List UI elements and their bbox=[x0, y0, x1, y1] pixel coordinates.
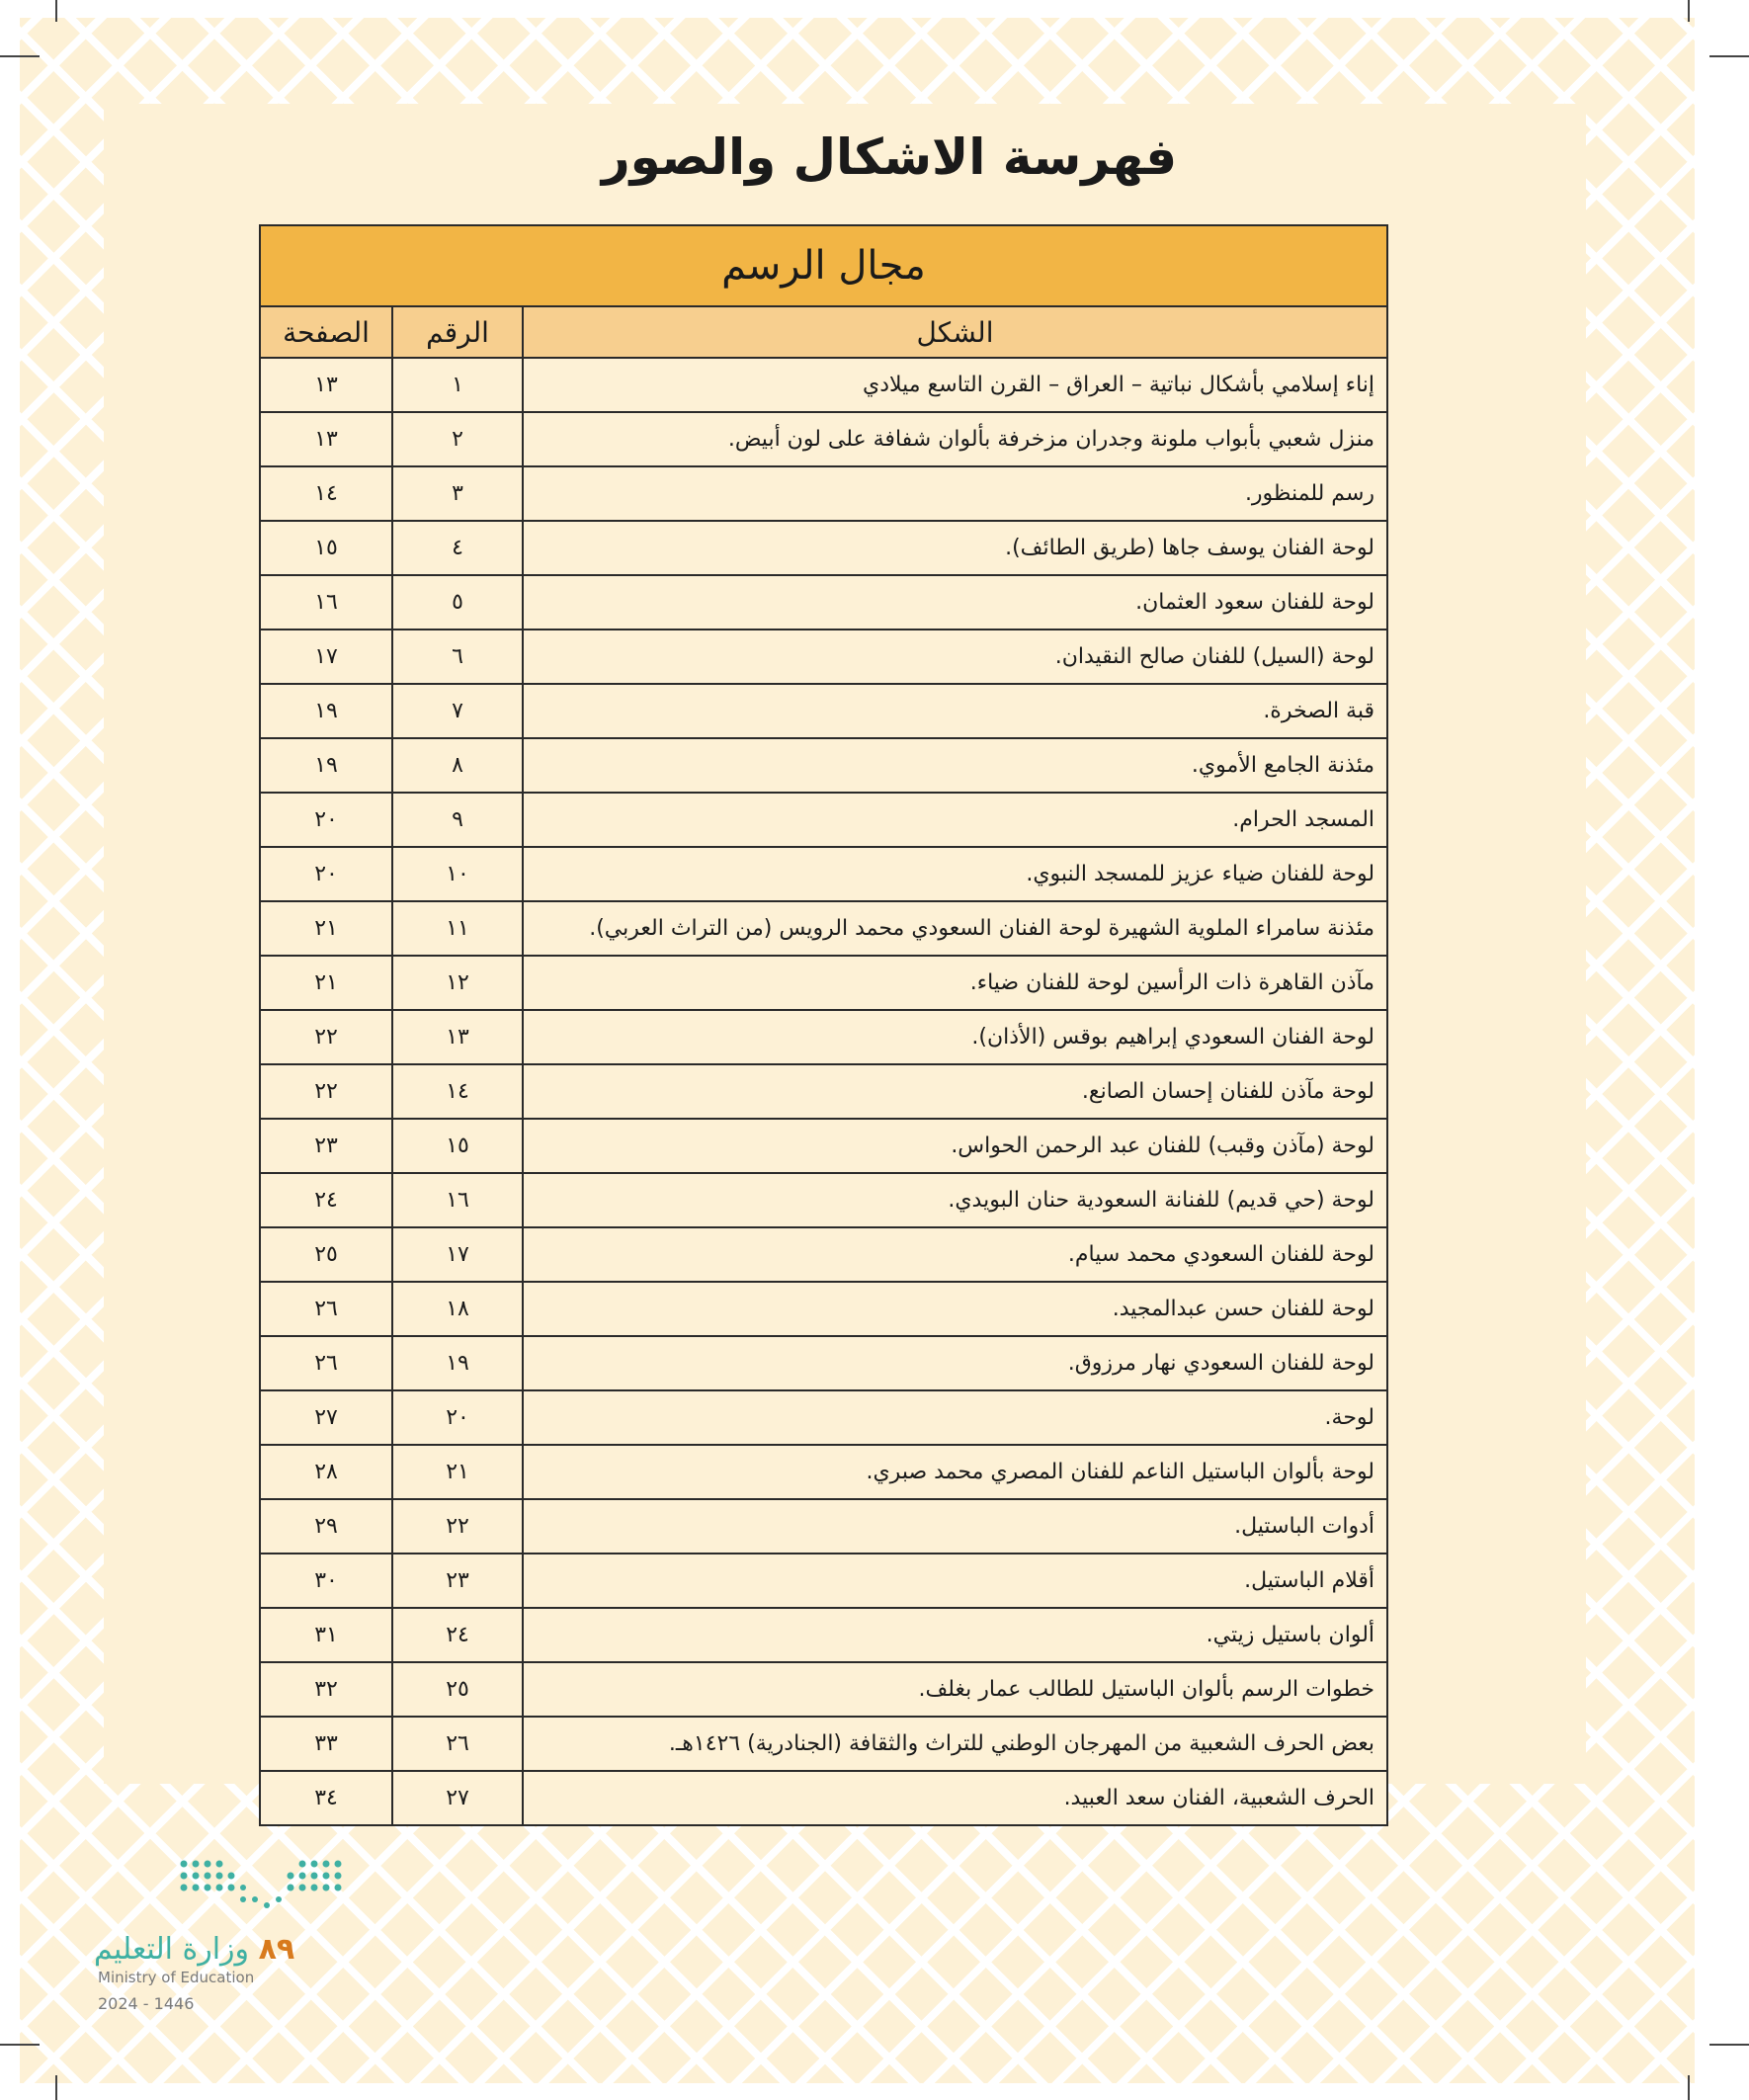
table-row bbox=[260, 1282, 1387, 1336]
page-cell: ٢٢ bbox=[260, 1010, 392, 1064]
number-cell: ١٤ bbox=[392, 1064, 523, 1119]
table-row bbox=[260, 1608, 1387, 1662]
page-cell: ١٧ bbox=[260, 630, 392, 684]
number-cell: ٤ bbox=[392, 521, 523, 575]
page-cell: ٢٠ bbox=[260, 847, 392, 901]
crop-mark bbox=[1688, 0, 1690, 22]
logo-english-text: Ministry of Education bbox=[98, 1969, 255, 1986]
figure-cell: مئذنة سامراء الملوية الشهيرة لوحة الفنان السعودي محمد الرويس (من التراث العربي). bbox=[523, 901, 1387, 956]
crop-mark bbox=[55, 2075, 57, 2100]
figure-cell: أقلام الباستيل. bbox=[523, 1554, 1387, 1608]
number-cell: ٢٤ bbox=[392, 1608, 523, 1662]
page-cell: ١٣ bbox=[260, 358, 392, 412]
table-row bbox=[260, 1227, 1387, 1282]
number-cell: ٢١ bbox=[392, 1445, 523, 1499]
number-cell: ١٧ bbox=[392, 1227, 523, 1282]
table-row bbox=[260, 901, 1387, 956]
table-row bbox=[260, 847, 1387, 901]
number-cell: ٢ bbox=[392, 412, 523, 466]
table-row bbox=[260, 1445, 1387, 1499]
logo-arabic-row bbox=[94, 1932, 390, 1967]
table-row bbox=[260, 1554, 1387, 1608]
column-header-number: الرقم bbox=[392, 306, 523, 358]
table-row bbox=[260, 1662, 1387, 1717]
page-cell: ٢٣ bbox=[260, 1119, 392, 1173]
ministry-logo bbox=[94, 1858, 390, 2026]
page-cell: ٢٦ bbox=[260, 1282, 392, 1336]
crop-mark bbox=[0, 2044, 40, 2046]
page-cell: ٣٢ bbox=[260, 1662, 392, 1717]
number-cell: ١١ bbox=[392, 901, 523, 956]
figure-cell: ألوان باستيل زيتي. bbox=[523, 1608, 1387, 1662]
figure-cell: لوحة (مآذن وقبب) للفنان عبد الرحمن الحواس. bbox=[523, 1119, 1387, 1173]
number-cell: ٢٣ bbox=[392, 1554, 523, 1608]
section-header-row bbox=[260, 225, 1387, 306]
table-row bbox=[260, 1771, 1387, 1825]
page-cell: ٣٠ bbox=[260, 1554, 392, 1608]
table-row bbox=[260, 684, 1387, 738]
number-cell: ٢٥ bbox=[392, 1662, 523, 1717]
number-cell: ٢٦ bbox=[392, 1717, 523, 1771]
figure-cell: إناء إسلامي بأشكال نباتية – العراق – القرن التاسع ميلادي bbox=[523, 358, 1387, 412]
crop-mark bbox=[55, 0, 57, 22]
figure-cell: لوحة بألوان الباستيل الناعم للفنان المصري محمد صبري. bbox=[523, 1445, 1387, 1499]
table-row bbox=[260, 1717, 1387, 1771]
table-row bbox=[260, 412, 1387, 466]
number-cell: ٣ bbox=[392, 466, 523, 521]
section-title: مجال الرسم bbox=[260, 225, 1387, 306]
table-row bbox=[260, 1390, 1387, 1445]
figure-cell: لوحة (حي قديم) للفنانة السعودية حنان البويدي. bbox=[523, 1173, 1387, 1227]
number-cell: ٩ bbox=[392, 793, 523, 847]
figure-cell: بعض الحرف الشعبية من المهرجان الوطني للتراث والثقافة (الجنادرية) ١٤٢٦هـ. bbox=[523, 1717, 1387, 1771]
page-cell: ١٩ bbox=[260, 684, 392, 738]
page-cell: ٢٩ bbox=[260, 1499, 392, 1554]
page-cell: ٢٧ bbox=[260, 1390, 392, 1445]
page-cell: ٣٤ bbox=[260, 1771, 392, 1825]
number-cell: ١٦ bbox=[392, 1173, 523, 1227]
figure-cell: أدوات الباستيل. bbox=[523, 1499, 1387, 1554]
number-cell: ٢٠ bbox=[392, 1390, 523, 1445]
table-row bbox=[260, 1010, 1387, 1064]
page-cell: ٢٨ bbox=[260, 1445, 392, 1499]
figure-cell: لوحة للفنان ضياء عزيز للمسجد النبوي. bbox=[523, 847, 1387, 901]
page-cell: ٣٣ bbox=[260, 1717, 392, 1771]
figure-cell: مئذنة الجامع الأموي. bbox=[523, 738, 1387, 793]
figure-cell: لوحة للفنان السعودي نهار مرزوق. bbox=[523, 1336, 1387, 1390]
figure-cell: لوحة مآذن للفنان إحسان الصانع. bbox=[523, 1064, 1387, 1119]
page-cell: ٢٥ bbox=[260, 1227, 392, 1282]
figure-cell: لوحة للفنان سعود العثمان. bbox=[523, 575, 1387, 630]
table-row bbox=[260, 1336, 1387, 1390]
figure-cell: خطوات الرسم بألوان الباستيل للطالب عمار بغلف. bbox=[523, 1662, 1387, 1717]
page-cell: ٢١ bbox=[260, 956, 392, 1010]
number-cell: ٢٢ bbox=[392, 1499, 523, 1554]
table-row bbox=[260, 793, 1387, 847]
figures-index-table bbox=[259, 224, 1388, 1826]
table-row bbox=[260, 466, 1387, 521]
figure-cell: لوحة (السيل) للفنان صالح النقيدان. bbox=[523, 630, 1387, 684]
table-row bbox=[260, 1119, 1387, 1173]
figure-cell: لوحة الفنان يوسف جاها (طريق الطائف). bbox=[523, 521, 1387, 575]
page-cell: ١٥ bbox=[260, 521, 392, 575]
column-header-row bbox=[260, 306, 1387, 358]
number-cell: ١ bbox=[392, 358, 523, 412]
figure-cell: منزل شعبي بأبواب ملونة وجدران مزخرفة بألوان شفافة على لون أبيض. bbox=[523, 412, 1387, 466]
table-body bbox=[260, 358, 1387, 1825]
figure-cell: المسجد الحرام. bbox=[523, 793, 1387, 847]
crop-mark bbox=[1709, 55, 1749, 57]
figure-cell: رسم للمنظور. bbox=[523, 466, 1387, 521]
page-cell: ٣١ bbox=[260, 1608, 392, 1662]
number-cell: ١٣ bbox=[392, 1010, 523, 1064]
figure-cell: قبة الصخرة. bbox=[523, 684, 1387, 738]
column-header-page: الصفحة bbox=[260, 306, 392, 358]
figure-cell: لوحة. bbox=[523, 1390, 1387, 1445]
number-cell: ٥ bbox=[392, 575, 523, 630]
number-cell: ٨ bbox=[392, 738, 523, 793]
page-title: فهرسة الاشكال والصور bbox=[601, 128, 1178, 186]
page-number: ٨٩ bbox=[258, 1932, 295, 1967]
table-row bbox=[260, 630, 1387, 684]
crop-mark bbox=[1688, 2075, 1690, 2100]
number-cell: ٧ bbox=[392, 684, 523, 738]
page-cell: ١٣ bbox=[260, 412, 392, 466]
column-header-figure: الشكل bbox=[523, 306, 1387, 358]
number-cell: ١٨ bbox=[392, 1282, 523, 1336]
page-cell: ٢٠ bbox=[260, 793, 392, 847]
crop-mark bbox=[1709, 2044, 1749, 2046]
table-row bbox=[260, 358, 1387, 412]
number-cell: ١٠ bbox=[392, 847, 523, 901]
number-cell: ٦ bbox=[392, 630, 523, 684]
logo-year: 2024 - 1446 bbox=[98, 1994, 195, 2013]
figure-cell: لوحة الفنان السعودي إبراهيم بوقس (الأذان). bbox=[523, 1010, 1387, 1064]
page-cell: ١٦ bbox=[260, 575, 392, 630]
crop-mark bbox=[0, 55, 40, 57]
figure-cell: الحرف الشعبية، الفنان سعد العبيد. bbox=[523, 1771, 1387, 1825]
table-row bbox=[260, 738, 1387, 793]
logo-arabic-text: وزارة التعليم bbox=[94, 1932, 250, 1967]
number-cell: ٢٧ bbox=[392, 1771, 523, 1825]
table-row bbox=[260, 521, 1387, 575]
page-cell: ٢٢ bbox=[260, 1064, 392, 1119]
number-cell: ١٢ bbox=[392, 956, 523, 1010]
table-row bbox=[260, 575, 1387, 630]
page-cell: ٢٦ bbox=[260, 1336, 392, 1390]
page-cell: ٢١ bbox=[260, 901, 392, 956]
figure-cell: مآذن القاهرة ذات الرأسين لوحة للفنان ضياء. bbox=[523, 956, 1387, 1010]
page-cell: ٢٤ bbox=[260, 1173, 392, 1227]
table-row bbox=[260, 1064, 1387, 1119]
figure-cell: لوحة للفنان السعودي محمد سيام. bbox=[523, 1227, 1387, 1282]
number-cell: ١٩ bbox=[392, 1336, 523, 1390]
number-cell: ١٥ bbox=[392, 1119, 523, 1173]
logo-dots-icon bbox=[178, 1858, 351, 1917]
figure-cell: لوحة للفنان حسن عبدالمجيد. bbox=[523, 1282, 1387, 1336]
table-row bbox=[260, 1499, 1387, 1554]
page-cell: ١٤ bbox=[260, 466, 392, 521]
table-row bbox=[260, 1173, 1387, 1227]
page-cell: ١٩ bbox=[260, 738, 392, 793]
table-row bbox=[260, 956, 1387, 1010]
